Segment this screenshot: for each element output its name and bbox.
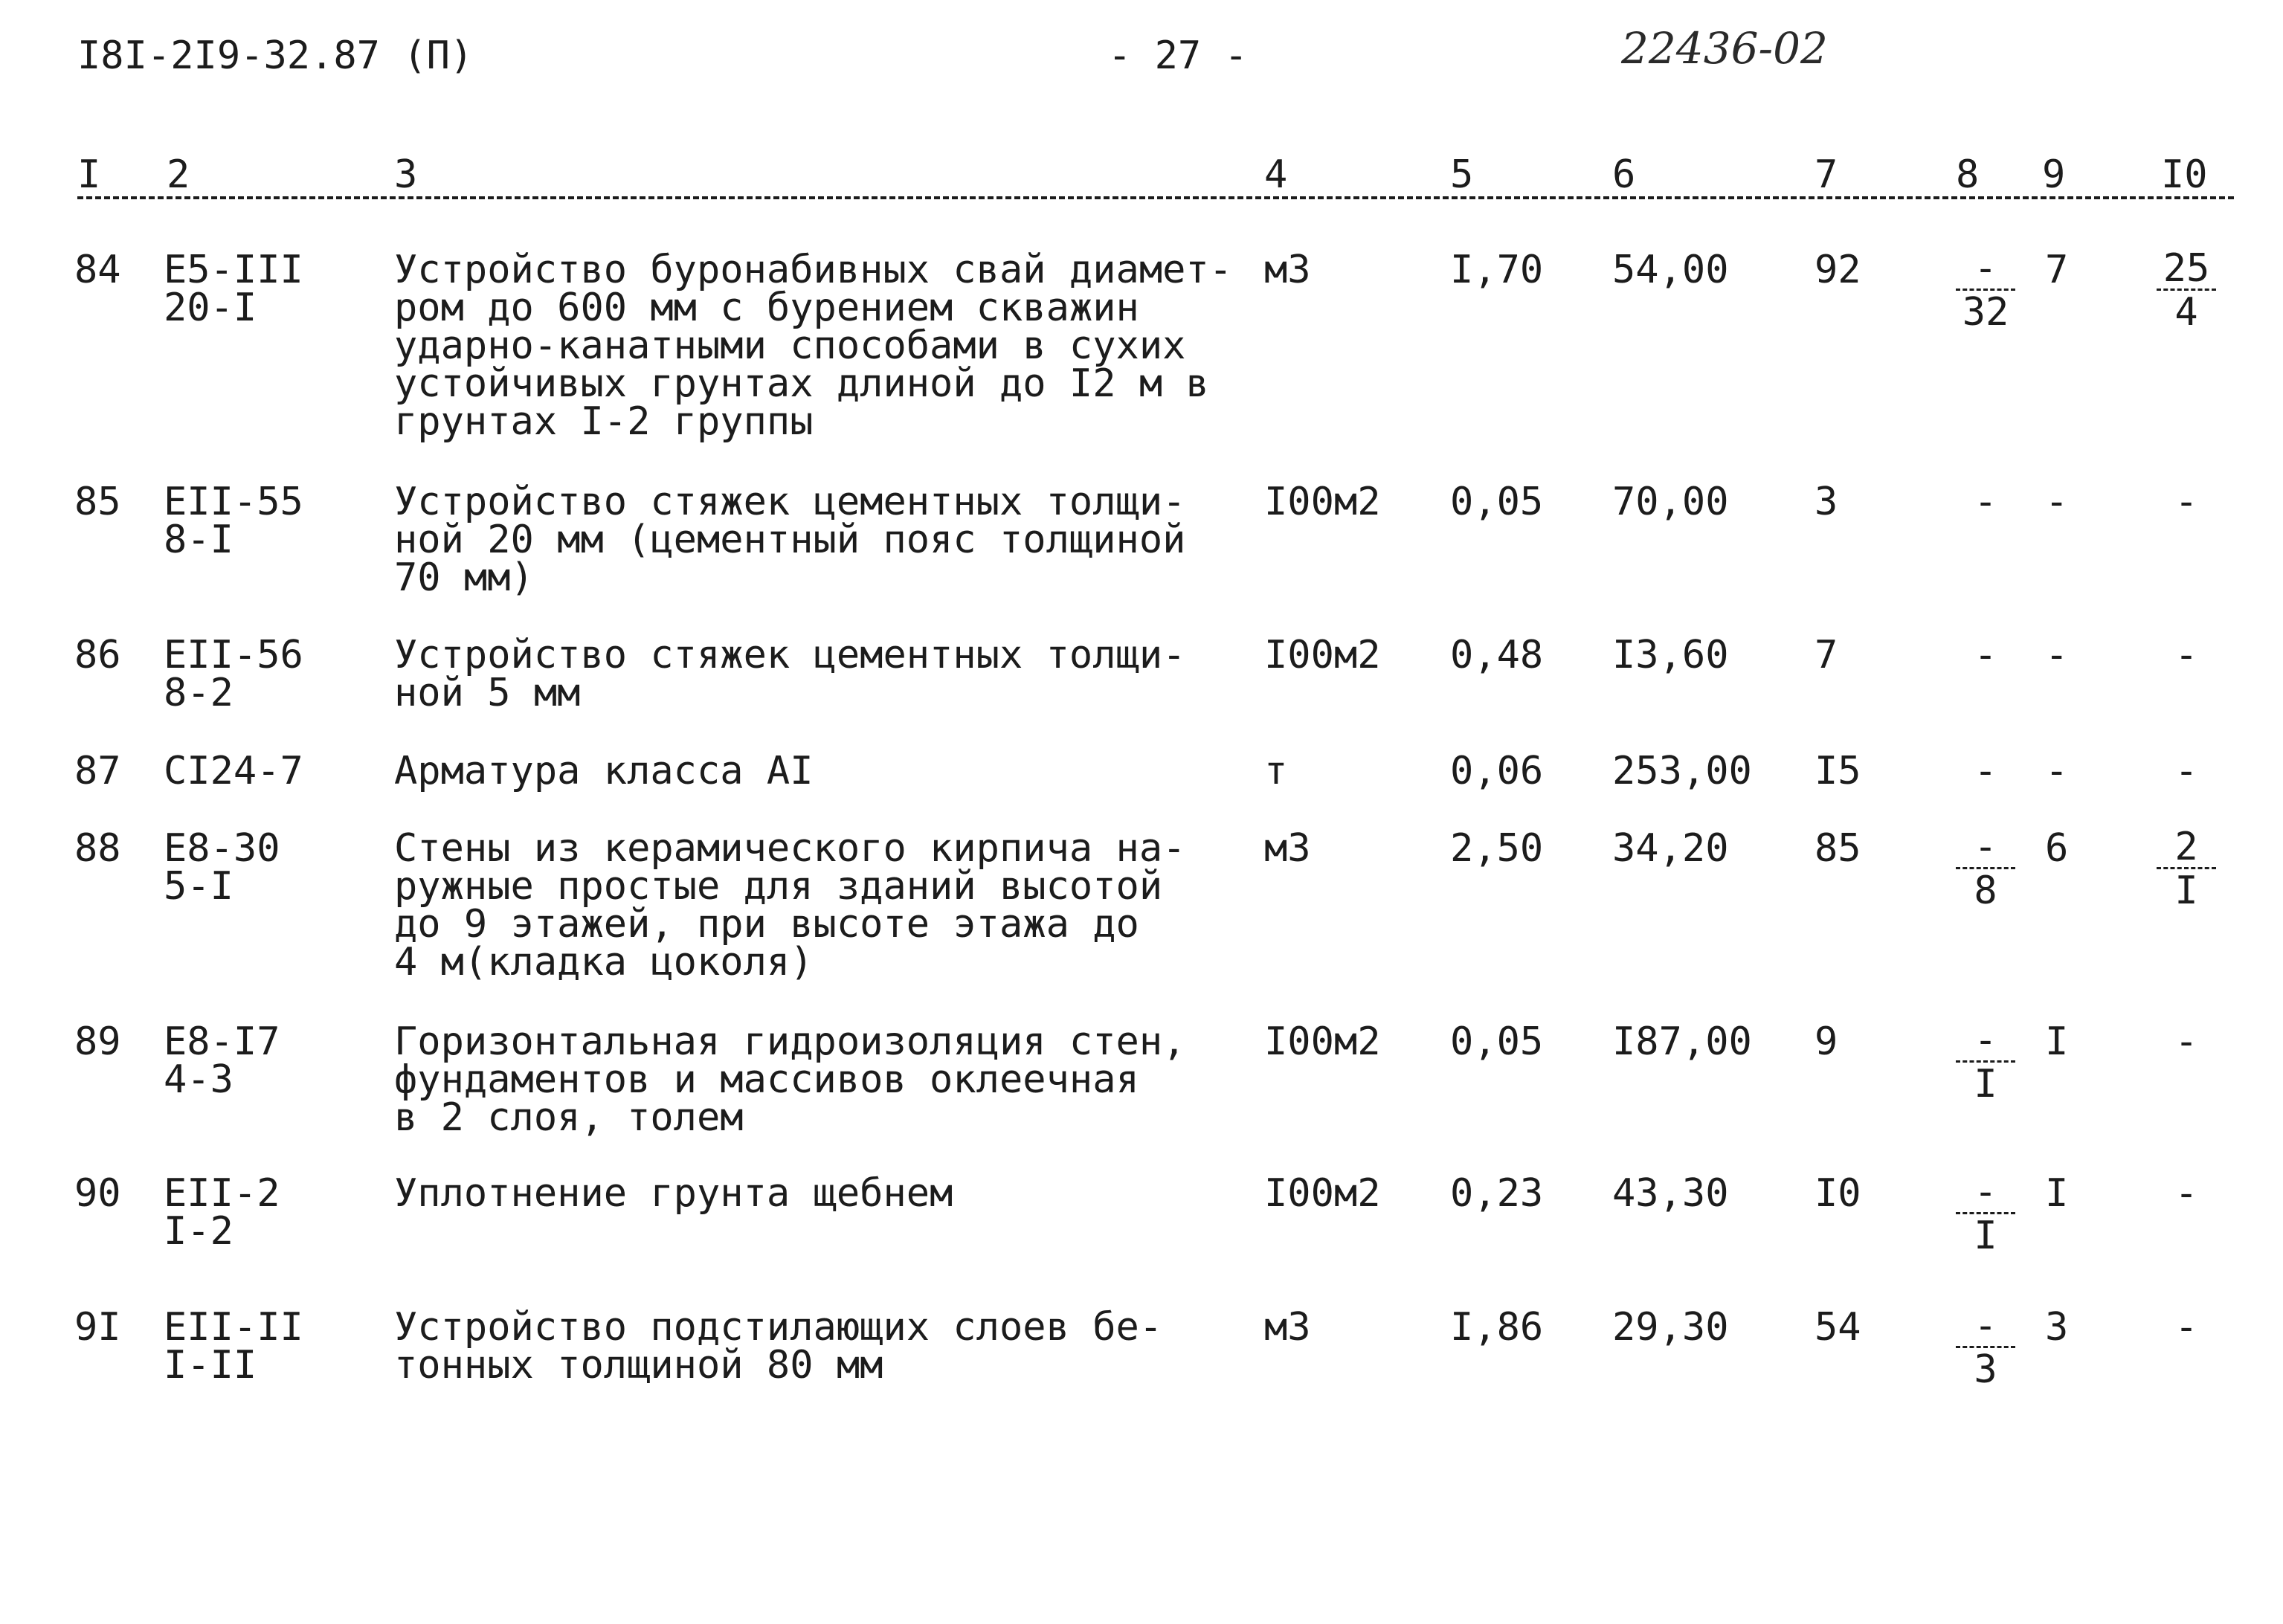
column-10-value: - — [2174, 1019, 2198, 1064]
total-cost: 54 — [1815, 1305, 1861, 1350]
unit-price: 253,00 — [1612, 749, 1752, 793]
column-number-9: 9 — [2042, 152, 2066, 197]
column-10-fraction: $\frac{2}{I}$ — [2157, 830, 2216, 912]
row-number: 88 — [74, 826, 121, 871]
norm-code: EII-2 I-2 — [164, 1171, 280, 1254]
total-cost: 85 — [1815, 826, 1861, 871]
work-description: Устройство стяжек цементных толщи- ной 20 мм (цементный пояс толщиной 70 мм) — [394, 480, 1186, 600]
column-number-1: I — [77, 152, 101, 197]
column-number-3: 3 — [394, 152, 418, 197]
quantity: 0,23 — [1450, 1171, 1544, 1216]
quantity: 0,05 — [1450, 1019, 1544, 1064]
total-cost: 3 — [1815, 480, 1838, 524]
handwritten-number: 22436-02 — [1621, 23, 1828, 74]
unit: м3 — [1264, 1305, 1311, 1350]
column-number-4: 4 — [1264, 152, 1288, 197]
row-number: 85 — [74, 480, 121, 524]
column-8-fraction: - 3 — [1956, 1309, 2015, 1391]
unit-price: I87,00 — [1612, 1019, 1752, 1064]
column-9-value: - — [2045, 633, 2069, 677]
column-number-8: 8 — [1956, 152, 1980, 197]
work-description: Стены из керамического кирпича на- ружные простые для зданий высотой до 9 этажей, при высоте этажа до 4 м(кладка цоколя) — [394, 826, 1186, 985]
work-description: Устройство подстилающих слоев бе- тонных толщиной 80 мм — [394, 1305, 1163, 1388]
row-number: 84 — [74, 248, 121, 292]
row-number: 87 — [74, 749, 121, 793]
unit-price: I3,60 — [1612, 633, 1729, 677]
work-description: Устройство стяжек цементных толщи- ной 5 мм — [394, 633, 1186, 715]
norm-code: E8-I7 4-3 — [164, 1019, 280, 1102]
total-cost: 9 — [1815, 1019, 1838, 1064]
column-9-value: 7 — [2045, 248, 2069, 292]
quantity: 0,05 — [1450, 480, 1544, 524]
column-number-5: 5 — [1450, 152, 1474, 197]
column-8-value: - — [1974, 480, 1997, 524]
norm-code: E5-III 20-I — [164, 248, 303, 330]
column-8-fraction: - I — [1956, 1175, 2015, 1257]
unit: I00м2 — [1264, 633, 1381, 677]
column-10-value: - — [2174, 1171, 2198, 1216]
column-number-10: I0 — [2161, 152, 2208, 197]
quantity: 0,48 — [1450, 633, 1544, 677]
row-number: 9I — [74, 1305, 121, 1350]
unit: I00м2 — [1264, 1171, 1381, 1216]
column-number-7: 7 — [1815, 152, 1838, 197]
unit-price: 29,30 — [1612, 1305, 1729, 1350]
work-description: Устройство буронабивных свай диамет- ром до 600 мм с бурением скважин ударно-канатными способами в сухих устойчивых грунтах длиной до I2 м в грунтах I-2 группы — [394, 248, 1233, 444]
norm-code: EII-55 8-I — [164, 480, 303, 562]
row-number: 90 — [74, 1171, 121, 1216]
column-8-fraction: - 32 — [1956, 251, 2015, 334]
work-description: Уплотнение грунта щебнем — [394, 1171, 953, 1216]
work-description: Горизонтальная гидроизоляция стен, фундаментов и массивов оклеечная в 2 слоя, толем — [394, 1019, 1186, 1140]
column-9-value: I — [2045, 1171, 2069, 1216]
unit: т — [1264, 749, 1288, 793]
norm-code: EII-56 8-2 — [164, 633, 303, 715]
column-9-value: - — [2045, 749, 2069, 793]
column-10-fraction: $\frac{25}{4}$ — [2157, 251, 2216, 334]
column-number-6: 6 — [1612, 152, 1636, 197]
unit-price: 34,20 — [1612, 826, 1729, 871]
column-9-value: - — [2045, 480, 2069, 524]
row-number: 86 — [74, 633, 121, 677]
quantity: I,70 — [1450, 248, 1544, 292]
column-10-value: - — [2174, 480, 2198, 524]
norm-code: CI24-7 — [164, 749, 303, 793]
column-8-value: - — [1974, 749, 1997, 793]
header-separator — [77, 196, 2234, 199]
unit-price: 54,00 — [1612, 248, 1729, 292]
column-9-value: 3 — [2045, 1305, 2069, 1350]
unit: м3 — [1264, 248, 1311, 292]
unit-price: 70,00 — [1612, 480, 1729, 524]
document-code: I8I-2I9-32.87 (П) — [77, 33, 474, 78]
norm-code: E8-30 5-I — [164, 826, 280, 909]
column-10-value: - — [2174, 633, 2198, 677]
row-number: 89 — [74, 1019, 121, 1064]
norm-code: EII-II I-II — [164, 1305, 303, 1388]
column-8-value: - — [1974, 633, 1997, 677]
work-description: Арматура класса AI — [394, 749, 814, 793]
unit: м3 — [1264, 826, 1311, 871]
quantity: 2,50 — [1450, 826, 1544, 871]
unit: I00м2 — [1264, 480, 1381, 524]
total-cost: 92 — [1815, 248, 1861, 292]
total-cost: I5 — [1815, 749, 1861, 793]
column-9-value: 6 — [2045, 826, 2069, 871]
column-number-2: 2 — [167, 152, 190, 197]
quantity: 0,06 — [1450, 749, 1544, 793]
column-10-value: - — [2174, 1305, 2198, 1350]
total-cost: 7 — [1815, 633, 1838, 677]
page-number: - 27 - — [1108, 33, 1248, 78]
column-10-value: - — [2174, 749, 2198, 793]
column-8-fraction: - I — [1956, 1023, 2015, 1106]
quantity: I,86 — [1450, 1305, 1544, 1350]
column-8-fraction: - 8 — [1956, 830, 2015, 912]
unit: I00м2 — [1264, 1019, 1381, 1064]
column-9-value: I — [2045, 1019, 2069, 1064]
total-cost: I0 — [1815, 1171, 1861, 1216]
unit-price: 43,30 — [1612, 1171, 1729, 1216]
